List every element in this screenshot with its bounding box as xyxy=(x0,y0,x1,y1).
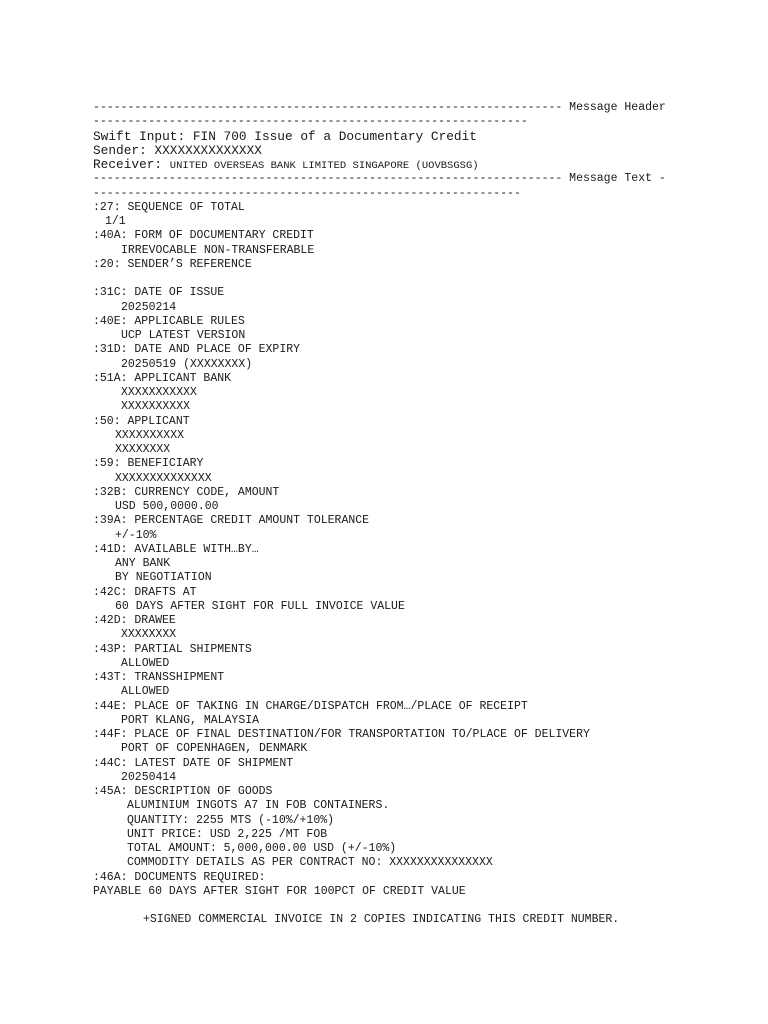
field-value: 20250214 xyxy=(121,300,177,314)
field-value: 1/1 xyxy=(105,215,126,228)
sender-line: Sender: XXXXXXXXXXXXXX xyxy=(93,142,262,158)
field-value: XXXXXXXXXXXXXX xyxy=(115,471,212,485)
field-value: PAYABLE 60 DAYS AFTER SIGHT FOR 100PCT OF CREDIT VALUE xyxy=(93,884,466,898)
field-tag: :39A: PERCENTAGE CREDIT AMOUNT TOLERANCE xyxy=(93,514,370,528)
field-tag: :44C: LATEST DATE OF SHIPMENT xyxy=(93,756,294,770)
field-tag: :41D: AVAILABLE WITH…BY… xyxy=(93,542,259,556)
field-tag: :32B: CURRENCY CODE, AMOUNT xyxy=(93,485,280,499)
field-tag: :40E: APPLICABLE RULES xyxy=(93,314,245,328)
field-tag: :42D: DRAWEE xyxy=(93,614,176,627)
field-value: XXXXXXXXXX xyxy=(115,428,185,442)
field-value: PORT OF COPENHAGEN, DENMARK xyxy=(121,742,308,756)
message-fields xyxy=(93,201,693,899)
field-tag: :59: BENEFICIARY xyxy=(93,457,204,471)
field-value: XXXXXXXXXX xyxy=(121,400,191,414)
field-tag: :31C: DATE OF ISSUE xyxy=(93,286,225,300)
field-value: UCP LATEST VERSION xyxy=(121,329,246,342)
field-value: XXXXXXXX xyxy=(115,443,171,456)
field-value: XXXXXXXX xyxy=(121,628,177,642)
field-value: ALUMINIUM INGOTS A7 IN FOB CONTAINERS. xyxy=(127,799,390,813)
field-value: ALLOWED xyxy=(121,656,170,670)
receiver-label: Receiver: xyxy=(93,157,170,172)
field-value: UNIT PRICE: USD 2,225 /MT FOB xyxy=(127,827,328,841)
field-value: COMMODITY DETAILS AS PER CONTRACT NO: XXXXXXXXXXXXXXX xyxy=(127,856,493,870)
field-tag: :46A: DOCUMENTS REQUIRED: xyxy=(93,870,266,884)
field-value: USD 500,0000.00 xyxy=(115,500,219,513)
field-value: QUANTITY: 2255 MTS (-10%/+10%) xyxy=(127,813,335,827)
field-value: 60 DAYS AFTER SIGHT FOR FULL INVOICE VALUE xyxy=(115,599,405,613)
header-separator-2: --------------------------------------------------------------- xyxy=(93,115,528,129)
field-tag: :27: SEQUENCE OF TOTAL xyxy=(93,200,245,214)
field-value: PORT KLANG, MALAYSIA xyxy=(121,713,260,727)
field-tag: :42C: DRAFTS AT xyxy=(93,585,197,599)
field-tag: :50: APPLICANT xyxy=(93,414,190,428)
field-value: ANY BANK xyxy=(115,557,171,570)
text-separator-1: -------------------------------------------------------------------- Message Text - xyxy=(93,172,666,186)
header-separator-1: -------------------------------------------------------------------- Message Header xyxy=(93,101,666,114)
text-separator-2: -------------------------------------------------------------- xyxy=(93,186,521,200)
field-tag: :44F: PLACE OF FINAL DESTINATION/FOR TRANSPORTATION TO/PLACE OF DELIVERY xyxy=(93,728,590,741)
field-tag: :31D: DATE AND PLACE OF EXPIRY xyxy=(93,343,301,357)
field-tag: :40A: FORM OF DOCUMENTARY CREDIT xyxy=(93,229,314,243)
field-tag: :44E: PLACE OF TAKING IN CHARGE/DISPATCH FROM…/PLACE OF RECEIPT xyxy=(93,699,528,713)
field-tag: :45A: DESCRIPTION OF GOODS xyxy=(93,785,273,798)
field-value: XXXXXXXXXXX xyxy=(121,386,197,399)
document-item-1: +SIGNED COMMERCIAL INVOICE IN 2 COPIES INDICATING THIS CREDIT NUMBER. xyxy=(143,913,620,927)
field-value: TOTAL AMOUNT: 5,000,000.00 USD (+/-10%) xyxy=(127,842,397,855)
field-value xyxy=(93,272,693,286)
field-value: ALLOWED xyxy=(121,685,170,699)
spacer xyxy=(93,899,693,913)
field-tag: :43P: PARTIAL SHIPMENTS xyxy=(93,642,252,656)
swift-message xyxy=(93,101,693,928)
swift-input-title: Swift Input: FIN 700 Issue of a Documentary Credit xyxy=(93,128,477,144)
field-value: 20250414 xyxy=(121,770,177,784)
field-tag: :20: SENDER’S REFERENCE xyxy=(93,257,252,271)
field-value: BY NEGOTIATION xyxy=(115,571,212,585)
field-value: 20250519 (XXXXXXXX) xyxy=(121,357,253,371)
field-tag: :43T: TRANSSHIPMENT xyxy=(93,671,225,684)
field-tag: :51A: APPLICANT BANK xyxy=(93,371,232,385)
receiver-value: UNITED OVERSEAS BANK LIMITED SINGAPORE (UOVBSGSG) xyxy=(169,160,479,172)
field-value: IRREVOCABLE NON-TRANSFERABLE xyxy=(121,243,315,257)
receiver-line xyxy=(93,158,693,172)
field-value: +/-10% xyxy=(115,528,157,542)
